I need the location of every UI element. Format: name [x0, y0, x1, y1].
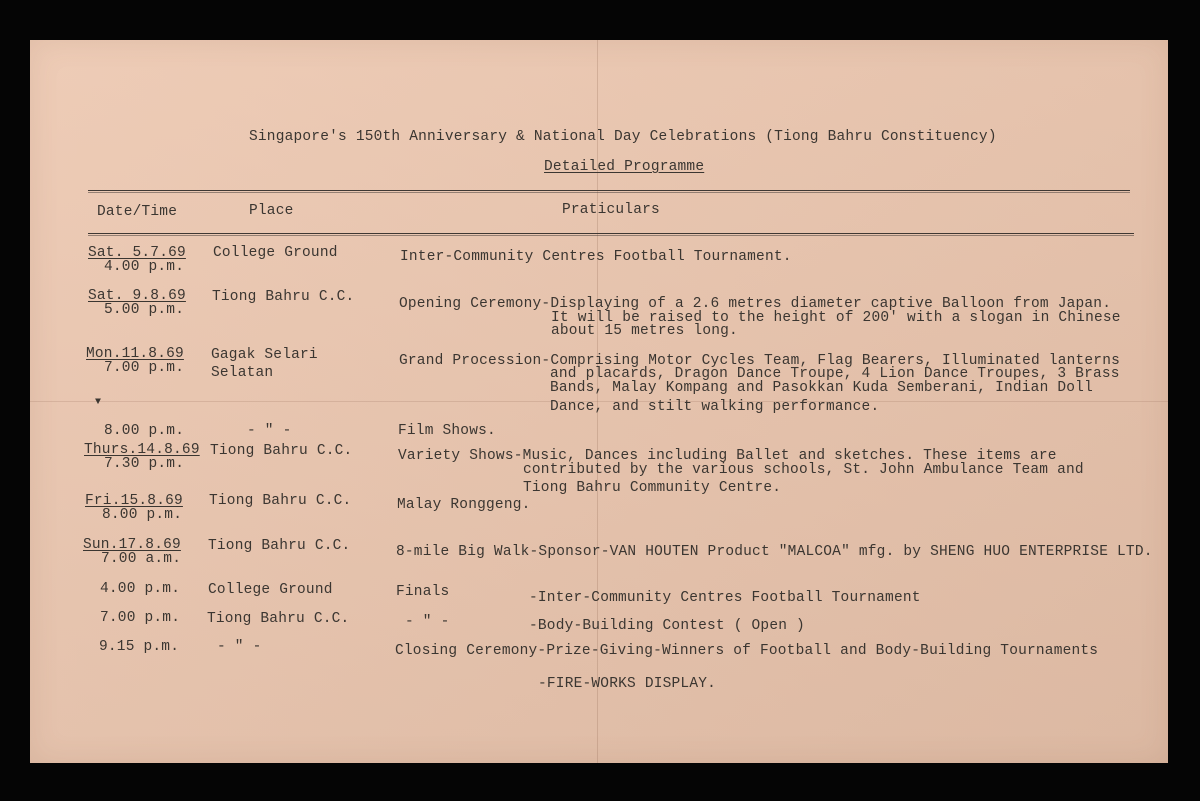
row-date: Sat. 5.7.69 — [88, 245, 186, 261]
row-particulars: Tiong Bahru Community Centre. — [523, 480, 782, 496]
row-particulars: Bands, Malay Kompang and Pasokkan Kuda Semberani, Indian Doll — [550, 380, 1093, 396]
row-time: 7.30 p.m. — [104, 456, 185, 472]
row-time: 8.00 p.m. — [104, 423, 185, 439]
row-time: 8.00 p.m. — [102, 507, 183, 523]
row-particulars: It will be raised to the height of 200' with a slogan in Chinese — [551, 310, 1121, 326]
row-place: - " - — [217, 639, 262, 655]
row-particulars: Closing Ceremony-Prize-Giving-Winners of Football and Body-Building Tournaments — [395, 643, 1099, 659]
row-place: Tiong Bahru C.C. — [210, 443, 353, 459]
row-date: Sun.17.8.69 — [83, 537, 181, 553]
row-particulars: Inter-Community Centres Football Tournament. — [400, 249, 792, 265]
row-time: 7.00 p.m. — [104, 360, 185, 376]
row-particulars: and placards, Dragon Dance Troupe, 4 Lion Dance Troupes, 3 Brass — [550, 366, 1120, 382]
row-time: 7.00 p.m. — [100, 610, 181, 626]
row-time: 4.00 p.m. — [104, 259, 185, 275]
row-particulars: contributed by the various schools, St. John Ambulance Team and — [523, 462, 1084, 478]
row-date: Thurs.14.8.69 — [84, 442, 200, 458]
header-date-time: Date/Time — [97, 204, 178, 220]
row-date: Mon.11.8.69 — [86, 346, 184, 362]
row-place: Gagak Selari — [211, 347, 318, 363]
row-particulars: -FIRE-WORKS DISPLAY. — [538, 676, 717, 692]
row-place-line-2: Selatan — [211, 365, 274, 381]
row-place: College Ground — [213, 245, 338, 261]
row-time: 7.00 a.m. — [101, 551, 182, 567]
row-particulars: Opening Ceremony-Displaying of a 2.6 metres diameter captive Balloon from Japan. — [399, 296, 1112, 312]
row-place: - " - — [247, 423, 292, 439]
row-place: Tiong Bahru C.C. — [209, 493, 352, 509]
row-place: Tiong Bahru C.C. — [212, 289, 355, 305]
row-date: Fri.15.8.69 — [85, 493, 183, 509]
header-rule-bottom — [88, 233, 1134, 234]
row-particulars: about 15 metres long. — [551, 323, 738, 339]
document-title: Singapore's 150th Anniversary & National Day Celebrations (Tiong Bahru Constituency) — [249, 129, 997, 145]
row-date: Sat. 9.8.69 — [88, 288, 186, 304]
row-place: College Ground — [208, 582, 333, 598]
row-label: - " - — [405, 614, 450, 630]
header-rule-bottom-2 — [88, 235, 1134, 236]
header-rule-top-2 — [88, 192, 1130, 193]
header-place: Place — [249, 203, 294, 219]
header-rule-top — [88, 190, 1130, 191]
row-time: 9.15 p.m. — [99, 639, 180, 655]
row-particulars: -Body-Building Contest ( Open ) — [529, 618, 805, 634]
row-time: 4.00 p.m. — [100, 581, 181, 597]
row-particulars: Variety Shows-Music, Dances including Ballet and sketches. These items are — [398, 448, 1057, 464]
ink-mark-icon: ▼ — [95, 397, 102, 408]
row-particulars: -Inter-Community Centres Football Tournament — [529, 590, 921, 606]
row-particulars: Film Shows. — [398, 423, 496, 439]
row-time: 5.00 p.m. — [104, 302, 185, 318]
row-particulars: 8-mile Big Walk-Sponsor-VAN HOUTEN Product "MALCOA" mfg. by SHENG HUO ENTERPRISE LTD. — [396, 544, 1153, 560]
row-label: Finals — [396, 584, 450, 600]
row-particulars: Dance, and stilt walking performance. — [550, 399, 880, 415]
header-particulars: Praticulars — [562, 202, 660, 218]
document-subtitle: Detailed Programme — [544, 159, 705, 175]
row-particulars: Grand Procession-Comprising Motor Cycles Team, Flag Bearers, Illuminated lanterns — [399, 353, 1121, 369]
row-place: Tiong Bahru C.C. — [207, 611, 350, 627]
row-particulars: Malay Ronggeng. — [397, 497, 531, 513]
row-place: Tiong Bahru C.C. — [208, 538, 351, 554]
